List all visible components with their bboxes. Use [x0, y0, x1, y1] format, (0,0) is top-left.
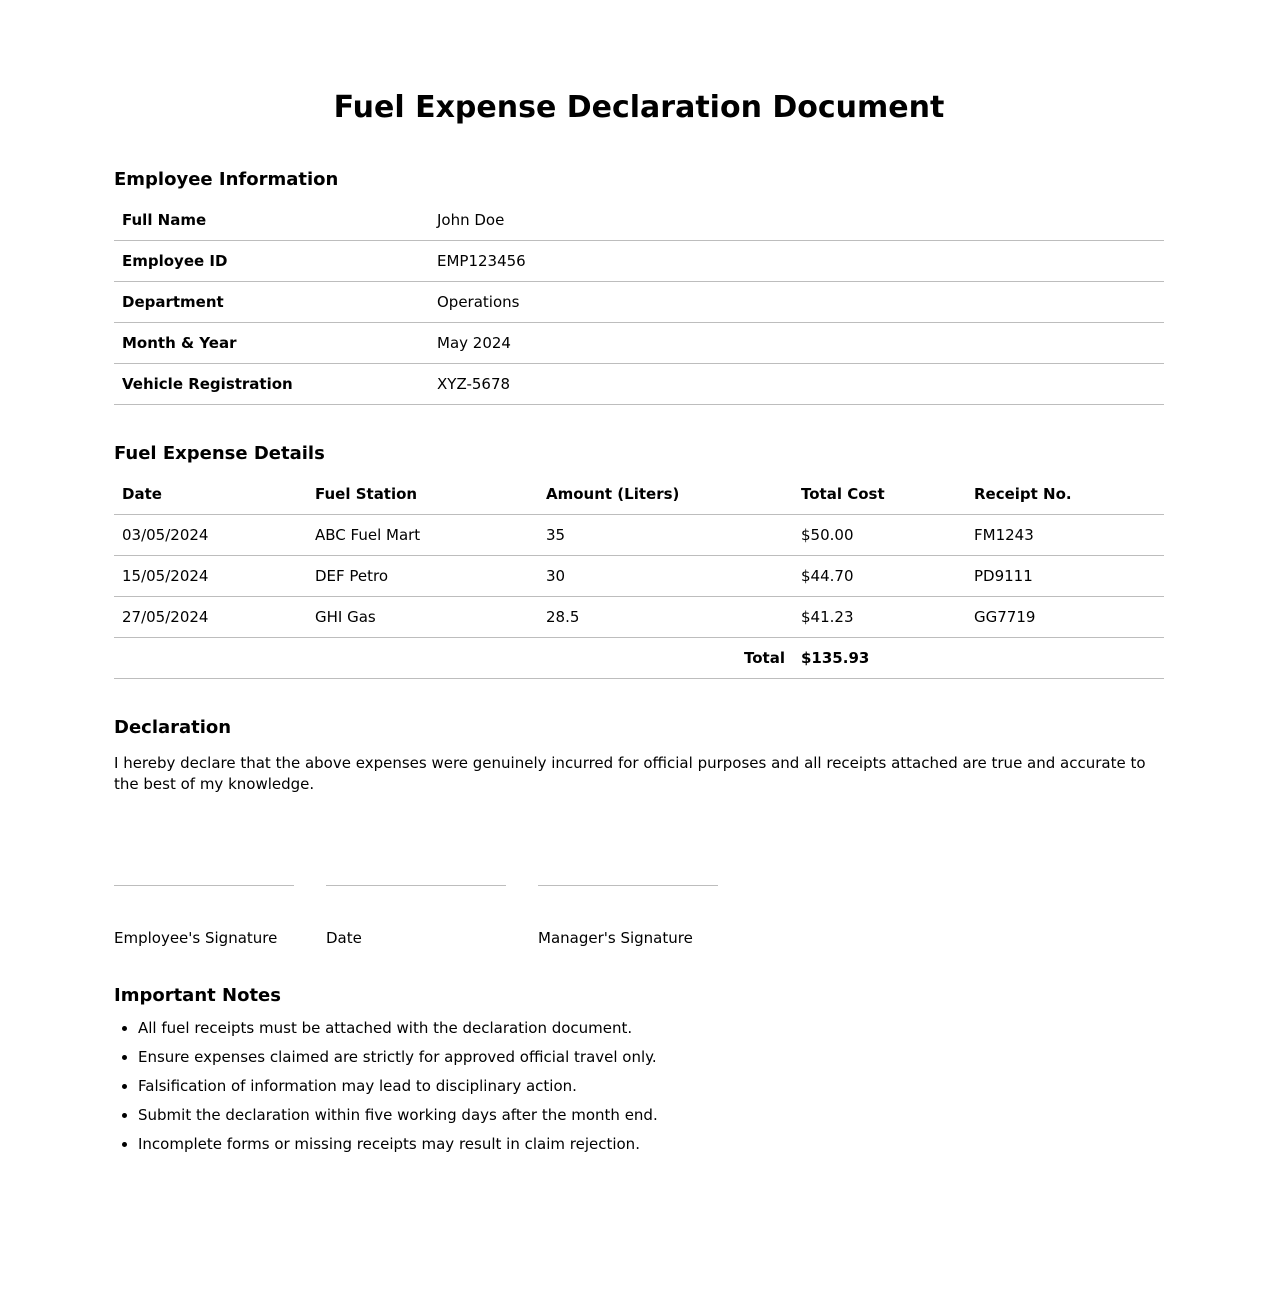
cell-amount: 35 — [538, 515, 793, 556]
column-header-amount: Amount (Liters) — [538, 474, 793, 515]
field-label: Employee ID — [114, 241, 429, 282]
table-row — [114, 200, 1164, 241]
field-label: Department — [114, 282, 429, 323]
table-row — [114, 282, 1164, 323]
table-row — [114, 597, 1164, 638]
declaration-section — [114, 716, 1164, 948]
table-row — [114, 515, 1164, 556]
signature-row — [114, 885, 1164, 948]
cell-receipt: GG7719 — [966, 597, 1164, 638]
list-item: • All fuel receipts must be attached with the declaration document. — [138, 1018, 1164, 1039]
document-page — [114, 0, 1164, 1155]
cell-cost: $41.23 — [793, 597, 966, 638]
field-label: Month & Year — [114, 323, 429, 364]
signature-line — [114, 885, 294, 886]
total-row — [114, 638, 1164, 679]
field-label: Vehicle Registration — [114, 364, 429, 405]
signature-line — [538, 885, 718, 886]
list-item: • Ensure expenses claimed are strictly for approved official travel only. — [138, 1047, 1164, 1068]
column-header-station: Fuel Station — [307, 474, 538, 515]
signature-label: Manager's Signature — [538, 929, 693, 947]
signature-block-date — [326, 885, 506, 948]
section-heading: Employee Information — [114, 169, 339, 190]
column-header-cost: Total Cost — [793, 474, 966, 515]
cell-station: DEF Petro — [307, 556, 538, 597]
field-value: Operations — [429, 282, 1164, 323]
cell-receipt: PD9111 — [966, 556, 1164, 597]
cell-cost: $44.70 — [793, 556, 966, 597]
employee-info-table — [114, 200, 1164, 405]
table-row — [114, 241, 1164, 282]
cell-station: ABC Fuel Mart — [307, 515, 538, 556]
field-value: XYZ-5678 — [429, 364, 1164, 405]
field-value: John Doe — [429, 200, 1164, 241]
total-label: Total — [114, 638, 793, 679]
signature-label: Employee's Signature — [114, 929, 278, 947]
section-heading: Important Notes — [114, 985, 281, 1006]
total-value: $135.93 — [793, 638, 966, 679]
cell-amount: 28.5 — [538, 597, 793, 638]
field-value: May 2024 — [429, 323, 1164, 364]
cell-date: 27/05/2024 — [114, 597, 307, 638]
fuel-expense-table — [114, 474, 1164, 679]
employee-information-section — [114, 168, 1164, 405]
fuel-expense-section — [114, 442, 1164, 679]
section-heading: Declaration — [114, 717, 232, 738]
column-header-date: Date — [114, 474, 307, 515]
declaration-text: I hereby declare that the above expenses were genuinely incurred for official purposes and all receipts attached are true and accurate to the best of my knowledge. — [114, 754, 1146, 793]
cell-date: 15/05/2024 — [114, 556, 307, 597]
empty-cell — [966, 638, 1164, 679]
cell-station: GHI Gas — [307, 597, 538, 638]
list-item: • Falsification of information may lead to disciplinary action. — [138, 1076, 1164, 1097]
table-row — [114, 364, 1164, 405]
column-header-receipt: Receipt No. — [966, 474, 1164, 515]
table-header-row — [114, 474, 1164, 515]
signature-label: Date — [326, 929, 362, 947]
important-notes-section — [114, 984, 1164, 1155]
signature-block-employee — [114, 885, 294, 948]
cell-amount: 30 — [538, 556, 793, 597]
field-value: EMP123456 — [429, 241, 1164, 282]
signature-block-manager — [538, 885, 718, 948]
table-row — [114, 556, 1164, 597]
table-row — [114, 323, 1164, 364]
notes-list — [114, 1018, 1164, 1155]
signature-line — [326, 885, 506, 886]
cell-date: 03/05/2024 — [114, 515, 307, 556]
cell-cost: $50.00 — [793, 515, 966, 556]
page-title: Fuel Expense Declaration Document — [333, 90, 945, 125]
section-heading: Fuel Expense Details — [114, 443, 325, 464]
list-item: • Incomplete forms or missing receipts may result in claim rejection. — [138, 1134, 1164, 1155]
field-label: Full Name — [114, 200, 429, 241]
list-item: • Submit the declaration within five working days after the month end. — [138, 1105, 1164, 1126]
cell-receipt: FM1243 — [966, 515, 1164, 556]
